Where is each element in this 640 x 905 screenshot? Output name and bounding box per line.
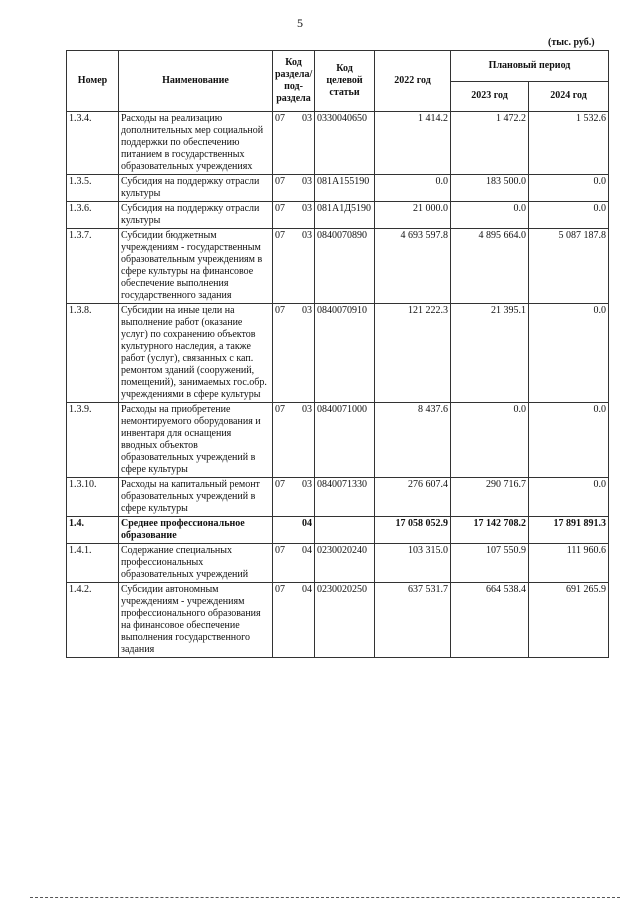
header-number: Номер (67, 51, 119, 112)
section-code: 07 (275, 230, 285, 241)
row-target-code: 0330040650 (315, 112, 375, 175)
row-number: 1.3.5. (67, 175, 119, 202)
row-number: 1.3.8. (67, 304, 119, 403)
header-section-code: Код раздела/ под-раздела (273, 51, 315, 112)
row-2022: 637 531.7 (375, 583, 451, 658)
subsection-code: 03 (302, 176, 312, 187)
row-target-code: 0230020240 (315, 544, 375, 583)
row-target-code: 0840071000 (315, 403, 375, 478)
row-target-code: 081А1Д5190 (315, 202, 375, 229)
row-2022: 21 000.0 (375, 202, 451, 229)
subsection-code: 03 (302, 479, 312, 490)
row-section (273, 478, 315, 517)
table-row (67, 175, 609, 202)
page-number: 5 (297, 16, 303, 30)
table-row (67, 202, 609, 229)
row-2022: 121 222.3 (375, 304, 451, 403)
subsection-code: 03 (302, 230, 312, 241)
row-2023: 1 472.2 (451, 112, 529, 175)
row-2024: 691 265.9 (529, 583, 609, 658)
table-row (67, 112, 609, 175)
table-row (67, 403, 609, 478)
section-code: 07 (275, 203, 285, 214)
row-number: 1.3.4. (67, 112, 119, 175)
section-code: 07 (275, 404, 285, 415)
row-2024: 0.0 (529, 304, 609, 403)
table-row (67, 478, 609, 517)
row-section (273, 202, 315, 229)
row-2022: 0.0 (375, 175, 451, 202)
row-2023: 183 500.0 (451, 175, 529, 202)
table-body (67, 112, 609, 658)
row-2023: 664 538.4 (451, 583, 529, 658)
row-section (273, 544, 315, 583)
row-2023: 17 142 708.2 (451, 517, 529, 544)
row-2023: 290 716.7 (451, 478, 529, 517)
row-2022: 17 058 052.9 (375, 517, 451, 544)
subsection-code: 03 (302, 203, 312, 214)
subsection-code: 03 (302, 305, 312, 316)
row-target-code: 0840070910 (315, 304, 375, 403)
section-code: 07 (275, 113, 285, 124)
row-section (273, 112, 315, 175)
row-2023: 0.0 (451, 202, 529, 229)
subsection-code: 03 (302, 113, 312, 124)
row-number: 1.4.1. (67, 544, 119, 583)
row-name: Субсидии бюджетным учреждениям - государственным образовательным учреждениям в сфере культуры на финансовое обеспечение выполнения государственного задания (119, 229, 273, 304)
table-row (67, 229, 609, 304)
section-code: 07 (275, 545, 285, 556)
footer-divider (30, 897, 620, 898)
row-2022: 1 414.2 (375, 112, 451, 175)
budget-table (66, 50, 609, 658)
row-2022: 8 437.6 (375, 403, 451, 478)
row-2022: 4 693 597.8 (375, 229, 451, 304)
row-name: Содержание специальных профессиональных образовательных учреждений (119, 544, 273, 583)
header-name: Наименование (119, 51, 273, 112)
row-section (273, 229, 315, 304)
header-plan-period: Плановый период (451, 51, 609, 82)
header-target-code: Код целевой статьи (315, 51, 375, 112)
row-2024: 0.0 (529, 478, 609, 517)
subsection-code: 04 (302, 518, 312, 529)
row-target-code: 0230020250 (315, 583, 375, 658)
row-number: 1.4.2. (67, 583, 119, 658)
row-number: 1.3.6. (67, 202, 119, 229)
row-2024: 0.0 (529, 202, 609, 229)
row-2024: 0.0 (529, 175, 609, 202)
table-row (67, 517, 609, 544)
row-2024: 5 087 187.8 (529, 229, 609, 304)
section-code: 07 (275, 176, 285, 187)
row-2023: 4 895 664.0 (451, 229, 529, 304)
row-target-code (315, 517, 375, 544)
row-section (273, 175, 315, 202)
section-code: 07 (275, 584, 285, 595)
row-name: Субсидия на поддержку отрасли культуры (119, 202, 273, 229)
table-row (67, 583, 609, 658)
header-2022: 2022 год (375, 51, 451, 112)
header-2024: 2024 год (529, 81, 609, 112)
row-section (273, 517, 315, 544)
row-name: Расходы на реализацию дополнительных мер социальной поддержки по обеспечению питанием в государственных образовательных учреждениях (119, 112, 273, 175)
row-2024: 17 891 891.3 (529, 517, 609, 544)
table-row (67, 304, 609, 403)
row-2023: 21 395.1 (451, 304, 529, 403)
row-name: Среднее профессиональное образование (119, 517, 273, 544)
row-name: Субсидия на поддержку отрасли культуры (119, 175, 273, 202)
row-2022: 276 607.4 (375, 478, 451, 517)
row-name: Расходы на капитальный ремонт образовательных учреждений в сфере культуры (119, 478, 273, 517)
row-target-code: 0840070890 (315, 229, 375, 304)
header-2023: 2023 год (451, 81, 529, 112)
row-name: Субсидии автономным учреждениям - учреждениям профессионального образования на финансовое обеспечение выполнения государственного задания (119, 583, 273, 658)
row-2024: 111 960.6 (529, 544, 609, 583)
row-section (273, 304, 315, 403)
subsection-code: 03 (302, 404, 312, 415)
subsection-code: 04 (302, 584, 312, 595)
row-number: 1.3.10. (67, 478, 119, 517)
table-row (67, 544, 609, 583)
row-2024: 1 532.6 (529, 112, 609, 175)
section-code: 07 (275, 479, 285, 490)
row-2022: 103 315.0 (375, 544, 451, 583)
row-2024: 0.0 (529, 403, 609, 478)
row-section (273, 583, 315, 658)
subsection-code: 04 (302, 545, 312, 556)
row-2023: 0.0 (451, 403, 529, 478)
row-number: 1.4. (67, 517, 119, 544)
row-section (273, 403, 315, 478)
row-2023: 107 550.9 (451, 544, 529, 583)
section-code: 07 (275, 305, 285, 316)
row-name: Расходы на приобретение немонтируемого оборудования и инвентаря для оснащения вводных объектов образовательных учреждений в сфере культуры (119, 403, 273, 478)
row-number: 1.3.9. (67, 403, 119, 478)
row-target-code: 081А155190 (315, 175, 375, 202)
row-target-code: 0840071330 (315, 478, 375, 517)
row-number: 1.3.7. (67, 229, 119, 304)
row-name: Субсидии на иные цели на выполнение работ (оказание услуг) по сохранению объектов культурного наследия, а также работ (услуг), связанных с кап. ремонтом зданий (сооружений, помещений), занимаемых гос.обр. учреждениями в сфере культуры (119, 304, 273, 403)
units-label: (тыс. руб.) (548, 37, 595, 48)
